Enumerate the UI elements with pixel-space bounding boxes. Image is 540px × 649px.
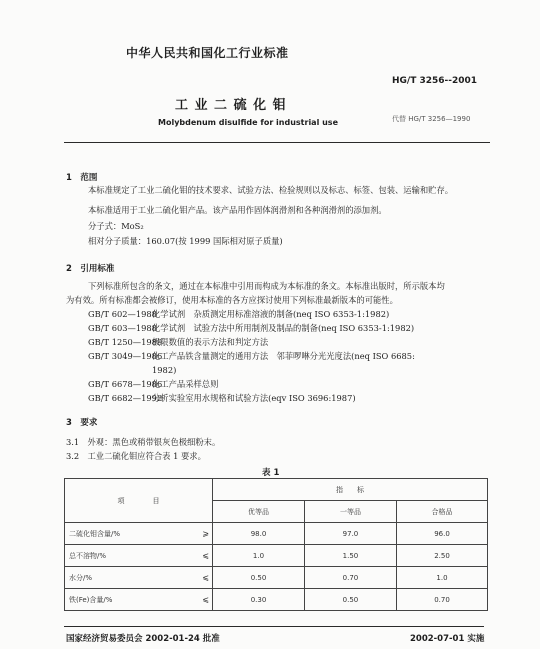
row-item-name: 水分/% — [65, 567, 196, 589]
reference-item: GB/T 6682—1992分析实验室用水规格和试验方法(eqv ISO 3696:1987) — [88, 393, 356, 403]
table-header-row — [65, 479, 488, 501]
section-2-intro-line2: 为有效。所有标准都会被修订，使用本标准的各方应探讨使用下列标准最新版本的可能性。 — [66, 295, 398, 305]
comparison-symbol: ⩽ — [195, 567, 212, 589]
comparison-symbol: ⩾ — [195, 523, 212, 545]
clause-3-1-appearance: 3.1 外观：黑色或稍带银灰色极细粉末。 — [66, 437, 221, 447]
document-title: 工 业 二 硫 化 钼 — [175, 98, 287, 113]
requirements-table — [64, 478, 488, 611]
index-column-header: 指 标 — [213, 479, 488, 501]
value-cell: 1.0 — [396, 567, 487, 589]
value-cell: 0.50 — [304, 589, 396, 611]
clause-3-2-requirement: 3.2 工业二硫化钼应符合表 1 要求。 — [66, 451, 206, 461]
approval-line: 国家经济贸易委员会 2002-01-24 批准 — [66, 634, 220, 644]
section-2-intro-line1: 下列标准所包含的条文，通过在本标准中引用而构成为本标准的条文。本标准出版时，所示版本均 — [88, 281, 445, 291]
grade-superior-header: 优等品 — [213, 501, 305, 523]
value-cell: 96.0 — [396, 523, 487, 545]
comparison-symbol: ⩽ — [195, 545, 212, 567]
standard-code: HG/T 3256--2001 — [392, 76, 478, 86]
molecular-mass: 相对分子质量：160.07(按 1999 国际相对原子质量) — [88, 236, 283, 246]
reference-item: GB/T 6678—1986化工产品采样总则 — [88, 379, 219, 389]
row-item-name: 铁(Fe)含量/% — [65, 589, 196, 611]
item-column-header: 项 目 — [65, 479, 213, 523]
comparison-symbol: ⩽ — [195, 589, 212, 611]
footer-rule — [64, 626, 484, 627]
row-item-name: 二硫化钼含量/% — [65, 523, 196, 545]
row-item-name: 总不溶物/% — [65, 545, 196, 567]
value-cell: 2.50 — [396, 545, 487, 567]
molecular-formula: 分子式：MoS₂ — [88, 221, 144, 231]
grade-first-header: 一等品 — [304, 501, 396, 523]
table-row — [65, 567, 488, 589]
value-cell: 98.0 — [213, 523, 305, 545]
reference-item: GB/T 1250—1989极限数值的表示方法和判定方法 — [88, 337, 269, 347]
section-3-heading: 3 要求 — [66, 418, 98, 428]
reference-item: GB/T 603—1988化学试剂 试验方法中所用制剂及制品的制备(neq ISO 6353-1:1982) — [88, 323, 415, 333]
table-row — [65, 545, 488, 567]
replaced-standard: 代替 HG/T 3256—1990 — [392, 115, 471, 123]
reference-item: GB/T 602—1988化学试剂 杂质测定用标准溶液的制备(neq ISO 6353-1:1982) — [88, 309, 390, 319]
issuing-authority: 中华人民共和国化工行业标准 — [126, 46, 289, 60]
section-1-application-text: 本标准适用于工业二硫化钼产品。该产品用作固体润滑剂和各种润滑剂的添加剂。 — [88, 205, 387, 215]
effective-date-line: 2002-07-01 实施 — [410, 634, 485, 644]
grade-qualified-header: 合格品 — [396, 501, 487, 523]
value-cell: 0.50 — [213, 567, 305, 589]
value-cell: 0.70 — [304, 567, 396, 589]
value-cell: 1.0 — [213, 545, 305, 567]
header-rule — [64, 142, 490, 143]
section-1-scope-text: 本标准规定了工业二硫化钼的技术要求、试验方法、检验规则以及标志、标签、包装、运输和贮存。 — [88, 185, 454, 195]
value-cell: 0.30 — [213, 589, 305, 611]
reference-item: GB/T 3049—1986化工产品铁含量测定的通用方法 邻菲啰啉分光光度法(neq ISO 6685: — [88, 351, 415, 361]
english-title: Molybdenum disulfide for industrial use — [158, 118, 338, 127]
table-row — [65, 523, 488, 545]
section-2-heading: 2 引用标准 — [66, 264, 115, 274]
section-1-heading: 1 范围 — [66, 173, 98, 183]
table-row — [65, 589, 488, 611]
value-cell: 0.70 — [396, 589, 487, 611]
value-cell: 1.50 — [304, 545, 396, 567]
reference-item-continuation: 1982) — [152, 365, 177, 375]
table-caption: 表 1 — [262, 468, 280, 478]
value-cell: 97.0 — [304, 523, 396, 545]
